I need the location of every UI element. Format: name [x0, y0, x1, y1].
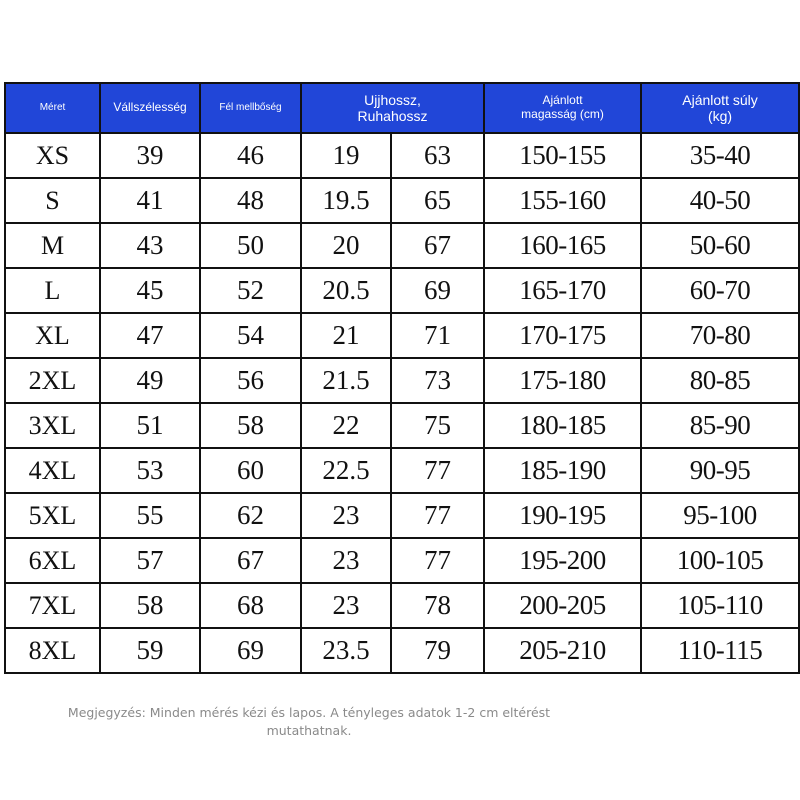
height-cell: 195-200: [484, 538, 641, 583]
shoulder-cell: 57: [100, 538, 200, 583]
header-row: [5, 83, 799, 133]
half-chest-cell: 69: [200, 628, 301, 673]
weight-cell: 100-105: [641, 538, 799, 583]
size-cell: 7XL: [5, 583, 100, 628]
table-row: [5, 583, 799, 628]
shoulder-cell: 51: [100, 403, 200, 448]
table-row: [5, 628, 799, 673]
weight-cell: 60-70: [641, 268, 799, 313]
sleeve-cell: 20: [301, 223, 391, 268]
height-cell: 180-185: [484, 403, 641, 448]
height-cell: 155-160: [484, 178, 641, 223]
sleeve-cell: 22.5: [301, 448, 391, 493]
table-row: [5, 223, 799, 268]
measurement-note: [34, 704, 584, 740]
half-chest-cell: 67: [200, 538, 301, 583]
size-cell: M: [5, 223, 100, 268]
length-cell: 73: [391, 358, 484, 403]
size-cell: XS: [5, 133, 100, 178]
length-cell: 78: [391, 583, 484, 628]
height-cell: 190-195: [484, 493, 641, 538]
sleeve-cell: 23: [301, 493, 391, 538]
weight-cell: 110-115: [641, 628, 799, 673]
weight-cell: 70-80: [641, 313, 799, 358]
header-weight-line1: Ajánlott súly: [682, 91, 758, 108]
size-cell: XL: [5, 313, 100, 358]
size-chart-table: [4, 82, 800, 674]
header-shoulder-width: Vállszélesség: [100, 83, 200, 133]
half-chest-cell: 46: [200, 133, 301, 178]
table-row: [5, 538, 799, 583]
weight-cell: 40-50: [641, 178, 799, 223]
table-row: [5, 493, 799, 538]
height-cell: 170-175: [484, 313, 641, 358]
header-sleeve-and-body-length: [301, 83, 484, 133]
sleeve-cell: 22: [301, 403, 391, 448]
half-chest-cell: 62: [200, 493, 301, 538]
table-row: [5, 403, 799, 448]
shoulder-cell: 59: [100, 628, 200, 673]
header-sleeve-length-line1: Ujjhossz,: [364, 91, 421, 108]
note-line-2: mutathatnak.: [266, 723, 352, 738]
header-size: Méret: [5, 83, 100, 133]
weight-cell: 50-60: [641, 223, 799, 268]
table-row: [5, 358, 799, 403]
length-cell: 65: [391, 178, 484, 223]
length-cell: 75: [391, 403, 484, 448]
size-cell: S: [5, 178, 100, 223]
size-cell: 4XL: [5, 448, 100, 493]
length-cell: 77: [391, 448, 484, 493]
weight-cell: 85-90: [641, 403, 799, 448]
shoulder-cell: 47: [100, 313, 200, 358]
length-cell: 67: [391, 223, 484, 268]
height-cell: 160-165: [484, 223, 641, 268]
header-recommended-height: [484, 83, 641, 133]
sleeve-cell: 20.5: [301, 268, 391, 313]
size-cell: 2XL: [5, 358, 100, 403]
shoulder-cell: 41: [100, 178, 200, 223]
size-cell: L: [5, 268, 100, 313]
shoulder-cell: 55: [100, 493, 200, 538]
table-row: [5, 448, 799, 493]
weight-cell: 35-40: [641, 133, 799, 178]
weight-cell: 95-100: [641, 493, 799, 538]
note-line-1: Megjegyzés: Minden mérés kézi és lapos. A tényleges adatok 1-2 cm eltérést: [67, 705, 551, 720]
half-chest-cell: 50: [200, 223, 301, 268]
table-row: [5, 313, 799, 358]
half-chest-cell: 54: [200, 313, 301, 358]
shoulder-cell: 43: [100, 223, 200, 268]
size-cell: 3XL: [5, 403, 100, 448]
length-cell: 77: [391, 538, 484, 583]
weight-cell: 90-95: [641, 448, 799, 493]
table-row: [5, 133, 799, 178]
sleeve-cell: 19: [301, 133, 391, 178]
table-row: [5, 268, 799, 313]
size-cell: 6XL: [5, 538, 100, 583]
length-cell: 71: [391, 313, 484, 358]
height-cell: 185-190: [484, 448, 641, 493]
height-cell: 200-205: [484, 583, 641, 628]
sleeve-cell: 21: [301, 313, 391, 358]
length-cell: 63: [391, 133, 484, 178]
length-cell: 79: [391, 628, 484, 673]
height-cell: 165-170: [484, 268, 641, 313]
sleeve-cell: 23.5: [301, 628, 391, 673]
shoulder-cell: 58: [100, 583, 200, 628]
table-row: [5, 178, 799, 223]
height-cell: 175-180: [484, 358, 641, 403]
header-height-line1: Ajánlott: [542, 93, 583, 108]
half-chest-cell: 48: [200, 178, 301, 223]
weight-cell: 105-110: [641, 583, 799, 628]
header-weight-line2: (kg): [707, 108, 733, 124]
header-recommended-weight: [641, 83, 799, 133]
height-cell: 205-210: [484, 628, 641, 673]
height-cell: 150-155: [484, 133, 641, 178]
shoulder-cell: 53: [100, 448, 200, 493]
header-half-chest: Fél mellbőség: [200, 83, 301, 133]
length-cell: 69: [391, 268, 484, 313]
shoulder-cell: 49: [100, 358, 200, 403]
half-chest-cell: 60: [200, 448, 301, 493]
length-cell: 77: [391, 493, 484, 538]
size-chart-body: [5, 133, 799, 673]
sleeve-cell: 23: [301, 538, 391, 583]
shoulder-cell: 39: [100, 133, 200, 178]
shoulder-cell: 45: [100, 268, 200, 313]
half-chest-cell: 52: [200, 268, 301, 313]
half-chest-cell: 68: [200, 583, 301, 628]
sleeve-cell: 21.5: [301, 358, 391, 403]
size-cell: 5XL: [5, 493, 100, 538]
header-height-line2: magasság (cm): [521, 107, 604, 121]
header-sleeve-length-line2: Ruhahossz: [357, 108, 428, 124]
weight-cell: 80-85: [641, 358, 799, 403]
half-chest-cell: 58: [200, 403, 301, 448]
half-chest-cell: 56: [200, 358, 301, 403]
size-cell: 8XL: [5, 628, 100, 673]
sleeve-cell: 23: [301, 583, 391, 628]
sleeve-cell: 19.5: [301, 178, 391, 223]
